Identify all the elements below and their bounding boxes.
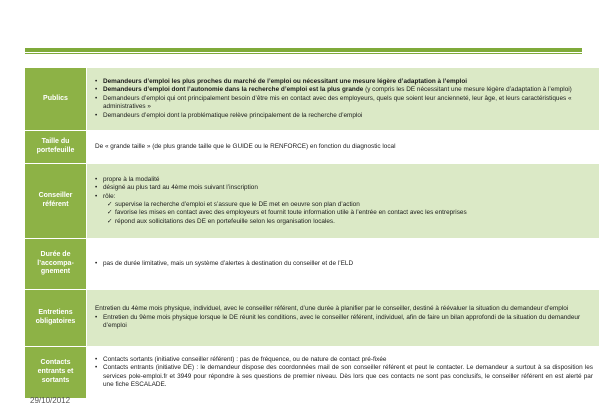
publics-item: • Demandeurs d’emploi les plus proches du marché de l’emploi ou nécessitant une mesure légère d’adaptation à l’emploi xyxy=(95,78,593,86)
publics-item: • Demandeurs d’emploi qui ont principalement besoin d’être mis en contact avec des employeurs, quels que soient leur ancienneté, leur âge, et leurs caractéristiques « administratives » xyxy=(95,95,593,112)
conseiller-check-item: ✓ supervise la recherche d’emploi et s’assure que le DE met en oeuvre son plan d’action xyxy=(95,201,593,209)
conseiller-check-item: ✓ favorise les mises en contact avec des employeurs et fournit toute information utile à l’entrée en contact avec les entreprises xyxy=(95,209,593,217)
duree-content xyxy=(87,239,599,289)
conseiller-content xyxy=(87,164,599,238)
portefeuille-text: De « grande taille » (de plus grande taille que le GUIDE ou le RENFORCE) en fonction du diagnostic local xyxy=(95,142,396,150)
contacts-content xyxy=(87,347,599,398)
entretiens-bullet: • Entretien du 9ème mois physique lorsque le DE réunit les conditions, avec le conseiller référent, individuel, afin de faire un bilan approfondi de la situation du demandeur d’emploi xyxy=(95,314,593,331)
footer-date: 29/10/2012 xyxy=(30,396,71,405)
duree-label: Durée de l’accompa-gnement xyxy=(25,239,87,289)
publics-label: Publics xyxy=(25,68,87,130)
conseiller-check-item: ✓ répond aux sollicitations des DE en portefeuille selon les organisation locales. xyxy=(95,218,593,226)
entretiens-content xyxy=(87,290,599,346)
publics-item: • Demandeurs d’emploi dont l’autonomie dans la recherche d’emploi est la plus grande (y compris les DE nécessitant une mesure légère d’adaptation à l’emploi) xyxy=(95,86,593,94)
header-rule-thick xyxy=(25,48,582,52)
contacts-item: • Contacts sortants (initiative conseiller référent) : pas de fréquence, ou de nature de contact pré-fixée xyxy=(95,356,593,364)
modality-table xyxy=(25,68,599,398)
portefeuille-label: Taille du portefeuille xyxy=(25,131,87,163)
contacts-item: • Contacts entrants (initiative DE) : le demandeur dispose des coordonnées mail de son conseiller référent et peut le contacter. Le demandeur a surtout à sa disposition les services pole-emploi.fr et 3949 pour répondre à ses questions de premier niveau. Dès lors que ces contacts ne sont pas conclusifs, le conseiller référent en est alerté par une fiche ESCALADE. xyxy=(95,364,593,389)
duree-text: • pas de durée limitative, mais un système d’alertes à destination du conseiller et de l’ELD xyxy=(95,260,593,268)
publics-content xyxy=(87,68,599,130)
publics-item: • Demandeurs d’emploi dont la problématique relève principalement de la recherche d’emploi xyxy=(95,112,593,120)
conseiller-bullet: • propre à la modalité xyxy=(95,176,593,184)
entretiens-label: Entretiens obligatoires xyxy=(25,290,87,346)
header-rule-thin xyxy=(25,53,582,54)
portefeuille-content xyxy=(87,131,599,163)
conseiller-bullet: • rôle: xyxy=(95,193,593,201)
conseiller-label: Conseiller référent xyxy=(25,164,87,238)
contacts-label: Contacts entrants et sortants xyxy=(25,347,87,398)
conseiller-bullet: • désigné au plus tard au 4ème mois suivant l’inscription xyxy=(95,184,593,192)
entretiens-paragraph: Entretien du 4ème mois physique, individuel, avec le conseiller référent, d’une durée à planifier par le conseiller, destiné à réévaluer la situation du demandeur d’emploi xyxy=(95,305,569,313)
